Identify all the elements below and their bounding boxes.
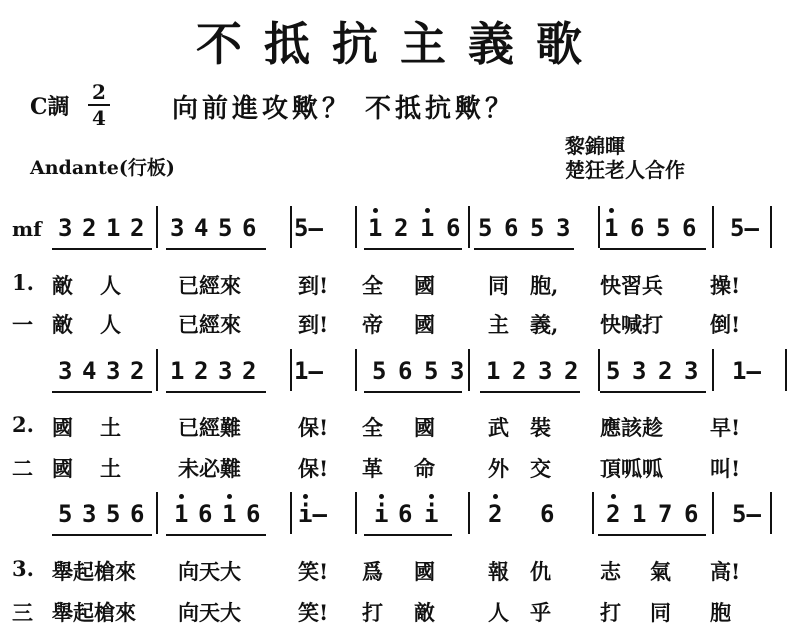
note: 2 [512,357,527,385]
note: 6 [246,500,261,528]
key-signature: C調 [30,94,70,120]
time-signature [88,80,110,130]
beam-line [52,248,152,250]
lyric-word: 已經來 [178,273,241,298]
beam-line [600,391,706,393]
lyric-word: 命 [414,456,435,481]
note: 1 [604,214,619,242]
lyric-word: 舉起槍來 [52,559,136,584]
note: 6 [504,214,519,242]
octave-dot-above [179,494,184,499]
bar-line [592,492,594,534]
note: 3 [450,357,465,385]
lyric-word: 革 [362,456,383,481]
note: 6 [130,500,145,528]
beam-line [598,534,706,536]
lyric-word: 土 [100,456,121,481]
lyric-word: 一 [12,312,33,337]
bar-line [355,206,357,248]
bar-line [468,349,470,391]
note: 6 [198,500,213,528]
lyric-word: 快習兵 [600,273,663,298]
bar-line [598,206,600,248]
lyric-word: 向天大 [178,600,241,625]
note: 2 [658,357,673,385]
lyric-word: 爲 [362,559,383,584]
lyric-word: 二 [12,456,33,481]
note: 2 [242,357,257,385]
note: 1 [420,214,435,242]
bar-line [598,349,600,391]
bar-line [290,206,292,248]
lyric-word: 2. [12,412,34,437]
beam-line [480,391,580,393]
lyric-word: 3. [12,556,34,581]
bar-line [468,492,470,534]
bar-line [355,492,357,534]
lyric-word: 國 [52,456,73,481]
time-numerator: 2 [92,80,106,104]
lyric-word: 裝 [530,415,551,440]
note: 6 [398,357,413,385]
note: 5 [218,214,233,242]
note: 2 [488,500,503,528]
bar-line [290,349,292,391]
bar-line [770,492,772,534]
lyric-word: 頂呱呱 [600,456,663,481]
note: i [374,500,389,528]
note: 5 [58,500,73,528]
lyric-word: 胞, [530,273,559,298]
note: 3 [538,357,553,385]
lyric-word: 已經來 [178,312,241,337]
lyric-word: 帝 [362,312,383,337]
bar-line [468,206,470,248]
note: 4 [194,214,209,242]
bar-line [712,349,714,391]
lyric-word: 全 [362,415,383,440]
note: 6 [684,500,699,528]
bar-line [156,349,158,391]
lyric-word: 敵 [52,273,73,298]
lyric-word: 打 [600,600,621,625]
bar-line [355,349,357,391]
lyric-word: 操! [710,273,741,298]
octave-dot-above [379,494,384,499]
note: 5 [372,357,387,385]
lyric-word: 敵 [414,600,435,625]
octave-dot-above [609,208,614,213]
note: 2 [606,500,621,528]
note: 2 [394,214,409,242]
octave-dot-above [493,494,498,499]
note: 2 [194,357,209,385]
octave-dot-above [429,494,434,499]
bar-line [712,492,714,534]
lyric-word: 倒! [710,312,741,337]
lyric-word: 國 [414,559,435,584]
beam-line [52,391,152,393]
note: 3 [58,214,73,242]
note: 3 [218,357,233,385]
note: 3 [58,357,73,385]
note: 5— [730,214,759,242]
note: 5— [294,214,323,242]
note: 5 [530,214,545,242]
lyric-word: 國 [52,415,73,440]
lyric-word: 1. [12,270,34,295]
note: 3 [106,357,121,385]
lyric-word: 三 [12,600,33,625]
note: 5 [478,214,493,242]
lyric-word: 快喊打 [600,312,663,337]
lyric-word: 已經難 [178,415,241,440]
lyric-word: 國 [414,415,435,440]
lyric-word: 人 [100,273,121,298]
beam-line [364,248,462,250]
lyric-word: 應該趁 [600,415,663,440]
lyric-word: 武 [488,415,509,440]
lyric-word: 仇 [530,559,551,584]
lyric-word: 志 [600,559,621,584]
note: 5 [656,214,671,242]
lyric-word: 義, [530,312,559,337]
octave-dot-above [227,494,232,499]
lyric-word: 主 [488,312,509,337]
beam-line [600,248,706,250]
note: 1 [632,500,647,528]
lyric-word: 舉起槍來 [52,600,136,625]
lyric-word: 交 [530,456,551,481]
note: 2 [564,357,579,385]
lyric-word: 同 [650,600,671,625]
note: 2 [130,357,145,385]
note: 6 [540,500,555,528]
note: 7 [658,500,673,528]
bar-line [156,206,158,248]
note: 5 [424,357,439,385]
lyric-word: 土 [100,415,121,440]
bar-line [770,206,772,248]
note: 1— [732,357,761,385]
note: 1 [486,357,501,385]
note: 1 [368,214,383,242]
note: 6 [446,214,461,242]
bar-line [785,349,787,391]
lyric-word: 敵 [52,312,73,337]
note: 1 [222,500,237,528]
lyric-word: 國 [414,312,435,337]
lyric-word: 胞 [710,600,731,625]
bar-line [156,492,158,534]
author-line-2: 楚狂老人合作 [565,158,685,182]
note: 5— [732,500,761,528]
note: 6 [398,500,413,528]
lyric-word: 全 [362,273,383,298]
note: 5 [106,500,121,528]
note: 1 [174,500,189,528]
note: 6 [630,214,645,242]
beam-line [474,248,574,250]
octave-dot-above [425,208,430,213]
lyric-word: 笑! [298,559,329,584]
lyric-word: 早! [710,415,741,440]
note: 2 [82,214,97,242]
lyric-word: 乎 [530,600,551,625]
lyric-word: 同 [488,273,509,298]
beam-line [166,534,266,536]
lyric-word: 保! [298,415,329,440]
note: 2 [130,214,145,242]
note: 4 [82,357,97,385]
octave-dot-above [611,494,616,499]
beam-line [52,534,152,536]
note: 3 [556,214,571,242]
note: 6 [682,214,697,242]
author-line-1: 黎錦暉 [565,134,625,158]
note: 3 [684,357,699,385]
lyric-word: 外 [488,456,509,481]
note: 1 [106,214,121,242]
bar-line [712,206,714,248]
song-title: 不抵抗主義歌 [196,17,604,71]
note: 1— [294,357,323,385]
lyric-word: 到! [298,312,329,337]
note: i [424,500,439,528]
lyric-word: 氣 [650,559,671,584]
bar-line [290,492,292,534]
tempo-marking: Andante(行板) [30,157,175,179]
note: 3 [82,500,97,528]
beam-line [364,391,462,393]
lyric-word: 笑! [298,600,329,625]
lyric-word: 未必難 [178,456,241,481]
note: 3 [170,214,185,242]
note: 3 [632,357,647,385]
lyric-word: 國 [414,273,435,298]
dynamic-marking: mf [12,217,42,241]
lyric-word: 叫! [710,456,741,481]
lyric-word: 人 [488,600,509,625]
subtitle: 向前進攻歟？ 不抵抗歟？ [172,94,516,124]
note: 6 [242,214,257,242]
lyric-word: 高! [710,559,741,584]
octave-dot-above [373,208,378,213]
lyric-word: 向天大 [178,559,241,584]
beam-line [166,248,266,250]
octave-dot-above [303,494,308,499]
authors [565,134,685,182]
lyric-word: 打 [362,600,383,625]
note: 5 [606,357,621,385]
beam-line [166,391,266,393]
beam-line [364,534,452,536]
note: i— [298,500,327,528]
lyric-word: 到! [298,273,329,298]
lyric-word: 報 [488,559,509,584]
lyric-word: 人 [100,312,121,337]
time-denominator: 4 [92,106,106,130]
note: 1 [170,357,185,385]
lyric-word: 保! [298,456,329,481]
